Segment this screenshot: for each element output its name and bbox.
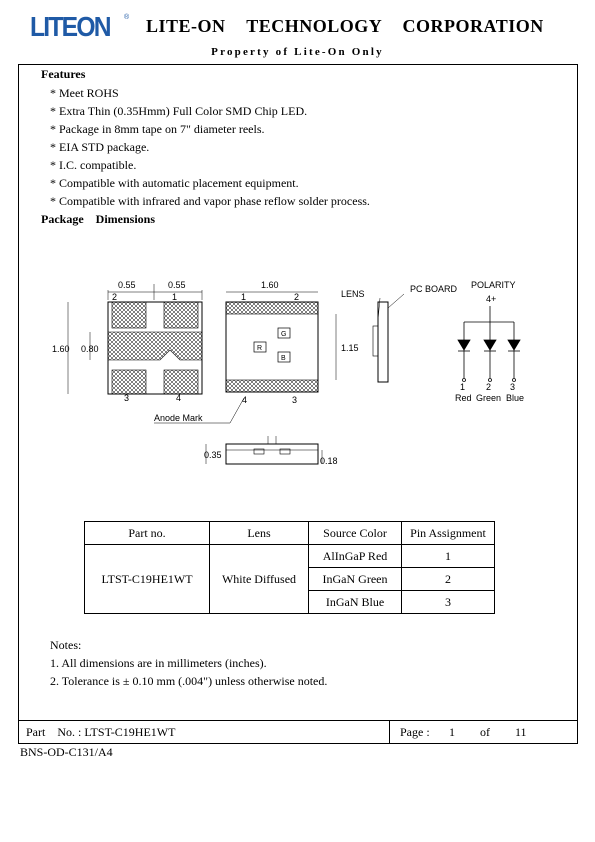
pin-label: 4	[176, 393, 182, 403]
footer-page-total: 11	[515, 725, 527, 739]
header-pin-assignment: Pin Assignment	[402, 522, 495, 545]
polarity-plus: 4+	[486, 294, 497, 304]
dim-label: 0.18	[320, 456, 338, 466]
lens-label: LENS	[341, 289, 365, 299]
dim-label: 0.80	[81, 344, 99, 354]
pin-cell: 2	[402, 568, 495, 591]
package-dimensions-drawing	[40, 270, 560, 470]
footer-page-number: 1	[449, 725, 455, 739]
pin-cell: 3	[402, 591, 495, 614]
r-marker: R	[257, 345, 263, 352]
dim-label: 0.55	[168, 280, 186, 290]
pin-label: 3	[292, 395, 298, 405]
pin-label: 3	[124, 393, 130, 403]
dim-label: 1.15	[341, 343, 359, 353]
footer-column-divider	[389, 720, 390, 744]
anode-mark-label: Anode Mark	[154, 413, 203, 423]
footer-of-label: of	[480, 725, 490, 739]
company-name: LITE-ON TECHNOLOGY CORPORATION	[146, 16, 544, 36]
profile-view	[206, 436, 322, 464]
pin-label: 2	[112, 292, 118, 302]
footer-page-label: Page :	[400, 725, 430, 739]
table-header-row	[85, 522, 495, 545]
notes-heading: Notes:	[50, 638, 82, 652]
source-color-cell: InGaN Green	[309, 568, 402, 591]
feature-item: * Extra Thin (0.35Hmm) Full Color SMD Chip LED.	[50, 104, 308, 118]
dim-label: 0.55	[118, 280, 136, 290]
top-view	[226, 292, 336, 392]
liteon-logo	[30, 10, 130, 40]
pin-label: 3	[510, 382, 516, 392]
footer-part-number: Part No. : LTST-C19HE1WT	[26, 725, 176, 739]
svg-text:LITEON: LITEON	[30, 10, 110, 40]
spec-table	[84, 521, 495, 614]
dim-label: 0.35	[204, 450, 222, 460]
table-row	[85, 545, 495, 568]
pin-label: 1	[460, 382, 466, 392]
side-view	[373, 294, 404, 382]
feature-item: * I.C. compatible.	[50, 158, 137, 172]
pin-label: 1	[172, 292, 178, 302]
header-part-no: Part no.	[85, 522, 210, 545]
blue-label: Blue	[506, 393, 525, 403]
source-color-cell: AlInGaP Red	[309, 545, 402, 568]
source-color-cell: InGaN Blue	[309, 591, 402, 614]
header-lens: Lens	[210, 522, 309, 545]
pin-cell: 1	[402, 545, 495, 568]
features-heading: Features	[41, 67, 86, 81]
document-code: BNS-OD-C131/A4	[20, 745, 113, 759]
red-label: Red	[455, 393, 472, 403]
part-no-cell: LTST-C19HE1WT	[85, 545, 210, 614]
pin-label: 1	[241, 292, 247, 302]
header-source-color: Source Color	[309, 522, 402, 545]
dim-label: 1.60	[52, 344, 70, 354]
note-item: 1. All dimensions are in millimeters (inches).	[50, 656, 267, 670]
footer-divider	[18, 720, 578, 721]
green-label: Green	[476, 393, 502, 403]
feature-item: * Compatible with infrared and vapor phase reflow solder process.	[50, 194, 370, 208]
polarity-label: POLARITY	[471, 280, 516, 290]
svg-text:®: ®	[124, 14, 130, 21]
b-marker: B	[281, 355, 286, 362]
property-notice: Property of Lite-On Only	[211, 46, 384, 58]
package-dimensions-heading: Package Dimensions	[41, 212, 155, 226]
dim-label: 1.60	[261, 280, 279, 290]
pin-label: 2	[486, 382, 492, 392]
pin-label: 4	[242, 395, 248, 405]
pin-label: 2	[294, 292, 300, 302]
feature-item: * Package in 8mm tape on 7" diameter reels.	[50, 122, 265, 136]
pc-board-label: PC BOARD	[410, 284, 458, 294]
lens-cell: White Diffused	[210, 545, 309, 614]
feature-item: * Meet ROHS	[50, 86, 119, 100]
feature-item: * Compatible with automatic placement equipment.	[50, 176, 299, 190]
front-view	[68, 284, 202, 394]
g-marker: G	[281, 331, 287, 338]
note-item: 2. Tolerance is ± 0.10 mm (.004") unless otherwise noted.	[50, 674, 328, 688]
feature-item: * EIA STD package.	[50, 140, 150, 154]
polarity-circuit	[458, 306, 520, 382]
